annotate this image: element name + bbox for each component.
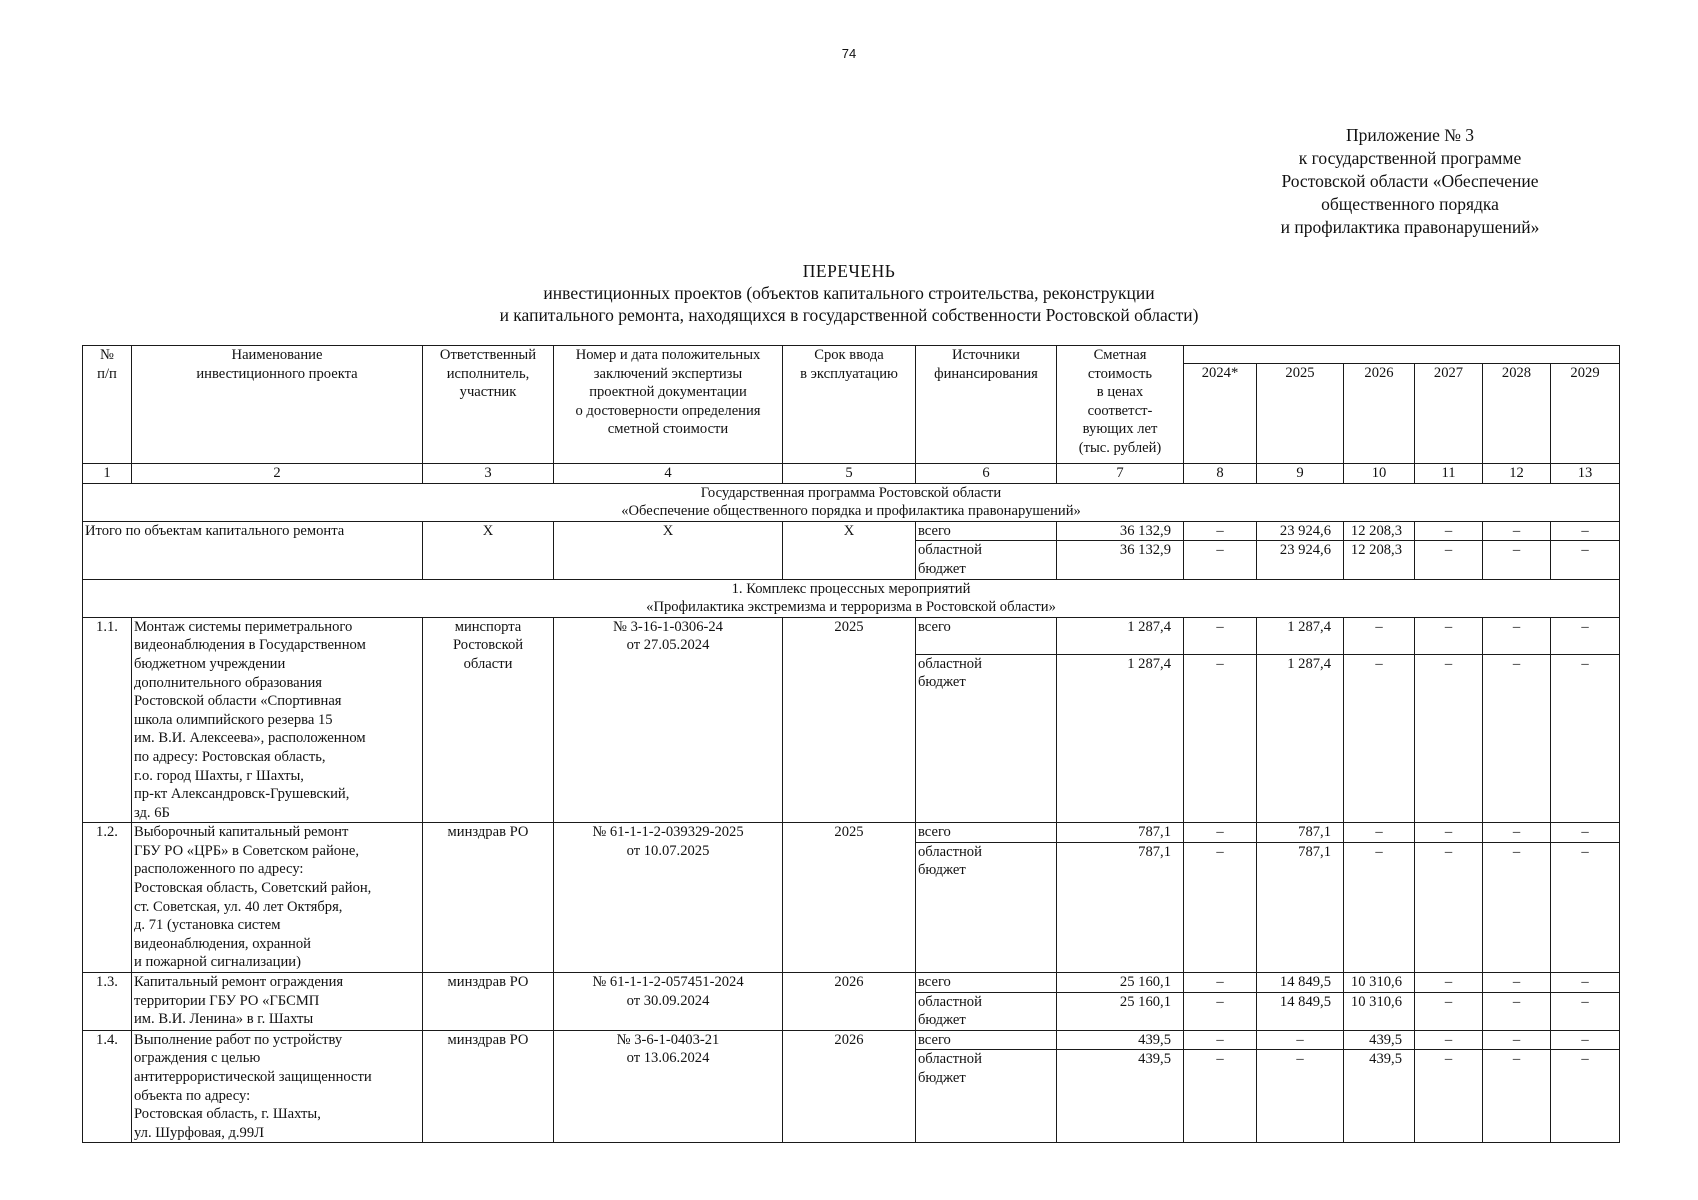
project-name-line: ГБУ РО «ЦРБ» в Советском районе, [134,842,359,859]
year-value: 1 287,4 [1257,654,1344,823]
project-name-line: им. В.И. Алексеева», расположенном [134,730,366,747]
section-line: «Профилактика экстремизма и терроризма в Ростовской области» [646,599,1056,616]
year-value: – [1257,1030,1344,1050]
year-value: – [1184,1050,1257,1143]
column-number: 11 [1415,464,1483,484]
project-name-line: дополнительного образования [134,674,322,691]
project-number: 1.3. [83,973,132,1031]
funding-source [916,617,1057,654]
year-value: – [1483,1030,1551,1050]
project-expertise-line: № 3-16-1-0306-24 [613,618,723,635]
project-expertise-line: № 3-6-1-0403-21 [616,1031,720,1048]
header-text: соответст- [1087,402,1153,419]
year-value: – [1415,973,1483,993]
estimated-cost: 25 160,1 [1057,973,1184,993]
year-value: – [1551,617,1620,654]
header-year: 2028 [1483,364,1551,464]
year-value: 439,5 [1344,1050,1415,1143]
title-line: инвестиционных проектов (объектов капитального строительства, реконструкции [543,283,1155,303]
year-value: 12 208,3 [1344,521,1415,541]
header-year: 2025 [1257,364,1344,464]
year-value: – [1415,842,1483,972]
header-text: вующих лет [1082,421,1158,438]
total-row [83,521,1620,541]
year-value: – [1184,842,1257,972]
project-row [83,617,1620,654]
year-value: – [1184,992,1257,1030]
year-value: – [1344,617,1415,654]
year-value: – [1415,617,1483,654]
total-label: Итого по объектам капитального ремонта [83,521,423,579]
year-value: – [1551,973,1620,993]
appendix-line: и профилактика правонарушений» [1280,217,1540,237]
appendix-note [1210,124,1610,239]
project-name [132,617,423,823]
year-value: – [1184,541,1257,579]
year-value: – [1415,1050,1483,1143]
funding-source-text: бюджет [918,560,966,577]
year-value: – [1551,823,1620,843]
estimated-cost: 787,1 [1057,823,1184,843]
year-value: – [1415,541,1483,579]
funding-source [916,654,1057,823]
project-name-line: территории ГБУ РО «ГБСМП [134,992,320,1009]
funding-source-text: бюджет [918,1070,966,1086]
funding-source [916,992,1057,1030]
header-text: Срок ввода [814,347,884,363]
funding-source-text: бюджет [918,1012,966,1029]
funding-source [916,521,1057,541]
column-number: 9 [1257,464,1344,484]
year-value: – [1483,823,1551,843]
year-value: – [1551,842,1620,972]
year-value: 12 208,3 [1344,541,1415,579]
section-line: «Обеспечение общественного порядка и профилактика правонарушений» [621,503,1081,520]
project-name-line: Ростовская область, Советский район, [134,880,372,897]
funding-source-text: всего [918,974,951,991]
column-number: 3 [423,464,554,484]
header-text: сметной стоимости [607,421,729,438]
project-name-line: ул. Шурфовая, д.99Л [134,1124,265,1141]
project-term: 2026 [783,1030,916,1143]
project-name-line: Капитальный ремонт ограждения [134,974,344,991]
header-text: Сметная [1093,347,1147,363]
header-text: исполнитель, [446,365,530,382]
year-value: 23 924,6 [1257,541,1344,579]
funding-source [916,842,1057,972]
header-num [83,346,132,464]
header-text: Ответственный [439,347,537,363]
project-name [132,973,423,1031]
year-value: – [1415,521,1483,541]
header-expertise [554,346,783,464]
column-number: 1 [83,464,132,484]
year-value: 10 310,6 [1344,992,1415,1030]
project-name-line: Ростовской области «Спортивная [134,693,342,710]
header-text: стоимость [1087,365,1153,382]
header-text: финансирования [934,365,1038,382]
year-value: – [1184,654,1257,823]
year-value: – [1551,521,1620,541]
year-value: – [1551,1030,1620,1050]
project-name-line: им. В.И. Ленина» в г. Шахты [134,1011,314,1028]
funding-source-text: областной [918,1051,982,1068]
year-value: – [1184,521,1257,541]
funding-source-text: бюджет [918,674,966,691]
header-years-group [1184,346,1620,364]
project-name-line: зд. 6Б [134,804,170,821]
project-name-line: Выборочный капитальный ремонт [134,824,349,841]
project-name-line: бюджетном учреждении [134,655,286,672]
project-expertise-line: от 27.05.2024 [626,637,710,654]
year-value: – [1551,992,1620,1030]
project-executor-line: минздрав РО [447,824,529,841]
program-section-row-cell [83,483,1620,521]
column-number: 5 [783,464,916,484]
header-text: № [100,347,114,363]
program-section-row [83,483,1620,521]
header-text: п/п [97,365,117,382]
project-expertise-line: № 61-1-1-2-039329-2025 [592,824,744,841]
year-value: 1 287,4 [1257,617,1344,654]
estimated-cost: 439,5 [1057,1050,1184,1143]
appendix-line: к государственной программе [1298,148,1522,168]
header-cost [1057,346,1184,464]
funding-source-text: областной [918,843,982,860]
document-title [0,260,1698,326]
header-year: 2027 [1415,364,1483,464]
project-name-line: по адресу: Ростовская область, [134,748,326,765]
header-text: проектной документации [589,384,747,401]
year-value: 787,1 [1257,842,1344,972]
project-term: 2025 [783,617,916,823]
year-value: – [1483,654,1551,823]
year-value: – [1344,823,1415,843]
estimated-cost: 439,5 [1057,1030,1184,1050]
project-name-line: объекта по адресу: [134,1087,251,1104]
funding-source-text: всего [918,1031,951,1048]
page-number: 74 [841,46,857,61]
header-year: 2026 [1344,364,1415,464]
column-number: 4 [554,464,783,484]
header-executor [423,346,554,464]
project-name-line: видеонаблюдения в Государственном [134,637,366,654]
header-text: участник [459,384,517,401]
year-value: 787,1 [1257,823,1344,843]
project-expertise [554,617,783,823]
estimated-cost: 1 287,4 [1057,617,1184,654]
year-value: – [1184,1030,1257,1050]
project-name [132,823,423,973]
header-sources [916,346,1057,464]
header-text: Источники [952,347,1020,363]
project-name-line: расположенного по адресу: [134,861,304,878]
section-line: 1. Комплекс процессных мероприятий [731,580,971,597]
header-text: инвестиционного проекта [196,365,358,382]
year-value: – [1344,654,1415,823]
year-value: – [1415,992,1483,1030]
project-row [83,973,1620,993]
year-value: 14 849,5 [1257,973,1344,993]
header-year: 2029 [1551,364,1620,464]
funding-source-text: всего [918,522,951,539]
column-number: 7 [1057,464,1184,484]
column-number: 13 [1551,464,1620,484]
year-value: – [1415,1030,1483,1050]
header-text: Номер и дата положительных [575,347,761,363]
appendix-line: общественного порядка [1321,194,1499,214]
funding-source [916,541,1057,579]
year-value: 23 924,6 [1257,521,1344,541]
project-name-line: антитеррористической защищенности [134,1069,372,1085]
complex-section-row [83,579,1620,617]
year-value: – [1184,973,1257,993]
project-executor-line: минспорта [454,618,522,635]
year-value: – [1483,992,1551,1030]
funding-source [916,973,1057,993]
project-executor [423,617,554,823]
year-value: – [1415,823,1483,843]
column-numbers-row [83,464,1620,484]
project-executor-line: Ростовской [452,637,524,654]
project-executor [423,823,554,973]
funding-source-text: областной [918,655,982,672]
project-row [83,823,1620,843]
project-term: 2026 [783,973,916,1031]
year-value: – [1483,1050,1551,1143]
header-row [83,346,1620,364]
funding-source-text: областной [918,993,982,1010]
title-line: и капитального ремонта, находящихся в государственной собственности Ростовской области) [499,305,1199,325]
complex-section-row-cell [83,579,1620,617]
funding-source-text: всего [918,824,951,841]
project-name [132,1030,423,1143]
funding-source-text: бюджет [918,862,966,879]
project-name-line: ограждения с целью [134,1050,261,1067]
estimated-cost: 787,1 [1057,842,1184,972]
project-expertise-line: от 10.07.2025 [626,842,710,859]
project-name-line: Монтаж системы периметрального [134,618,353,635]
project-name-line: ст. Советская, ул. 40 лет Октября, [134,898,343,915]
year-value: 14 849,5 [1257,992,1344,1030]
header-text: заключений экспертизы [593,365,743,382]
year-value: – [1551,654,1620,823]
section-line: Государственная программа Ростовской области [700,484,1002,501]
project-number: 1.4. [83,1030,132,1143]
header-term [783,346,916,464]
estimated-cost: 1 287,4 [1057,654,1184,823]
header-text: в ценах [1096,384,1144,401]
year-value: 439,5 [1344,1030,1415,1050]
year-value: – [1483,973,1551,993]
project-expertise-line: от 30.09.2024 [626,992,710,1009]
project-executor-line: минздрав РО [447,974,529,991]
project-name-line: школа олимпийского резерва 15 [134,711,333,728]
project-name-line: Ростовская область, г. Шахты, [134,1106,321,1123]
column-number: 12 [1483,464,1551,484]
year-value: – [1483,617,1551,654]
estimated-cost: 36 132,9 [1057,541,1184,579]
project-name-line: Выполнение работ по устройству [134,1031,343,1048]
year-value: – [1344,842,1415,972]
project-number: 1.2. [83,823,132,973]
project-name-line: пр-кт Александровск-Грушевский, [134,786,350,803]
project-executor-line: области [463,655,513,672]
total-expertise: X [554,521,783,579]
year-value: – [1483,842,1551,972]
funding-source-text: всего [918,618,951,635]
project-expertise [554,1030,783,1143]
column-number: 10 [1344,464,1415,484]
header-text: Наименование [231,347,323,363]
project-number: 1.1. [83,617,132,823]
funding-source-text: областной [918,542,982,559]
project-expertise-line: от 13.06.2024 [626,1050,710,1067]
funding-source [916,1050,1057,1143]
investment-projects-table [82,345,1620,1143]
appendix-line: Приложение № 3 [1345,125,1475,145]
project-name-line: д. 71 (установка систем [134,917,281,934]
year-value: – [1184,823,1257,843]
header-text: о достоверности определения [575,402,761,419]
year-value: – [1551,541,1620,579]
year-value: – [1257,1050,1344,1143]
column-number: 6 [916,464,1057,484]
year-value: – [1483,521,1551,541]
column-number: 8 [1184,464,1257,484]
header-name [132,346,423,464]
header-year: 2024* [1184,364,1257,464]
project-row [83,1030,1620,1050]
funding-source [916,823,1057,843]
year-value: – [1184,617,1257,654]
total-term: X [783,521,916,579]
year-value: – [1483,541,1551,579]
header-text: (тыс. рублей) [1078,439,1162,456]
funding-source [916,1030,1057,1050]
project-name-line: г.о. город Шахты, г Шахты, [134,767,304,784]
year-value: – [1415,654,1483,823]
column-number: 2 [132,464,423,484]
total-executor: X [423,521,554,579]
project-expertise-line: № 61-1-1-2-057451-2024 [592,974,744,991]
project-executor [423,1030,554,1143]
project-expertise [554,823,783,973]
project-executor-line: минздрав РО [447,1031,529,1048]
estimated-cost: 36 132,9 [1057,521,1184,541]
project-term: 2025 [783,823,916,973]
project-name-line: видеонаблюдения, охранной [134,935,311,952]
appendix-line: Ростовской области «Обеспечение [1281,171,1539,191]
year-value: – [1551,1050,1620,1143]
year-value: 10 310,6 [1344,973,1415,993]
project-expertise [554,973,783,1031]
estimated-cost: 25 160,1 [1057,992,1184,1030]
title-heading: ПЕРЕЧЕНЬ [802,261,896,281]
header-text: в эксплуатацию [800,365,898,382]
project-name-line: и пожарной сигнализации) [134,954,301,971]
project-executor [423,973,554,1031]
